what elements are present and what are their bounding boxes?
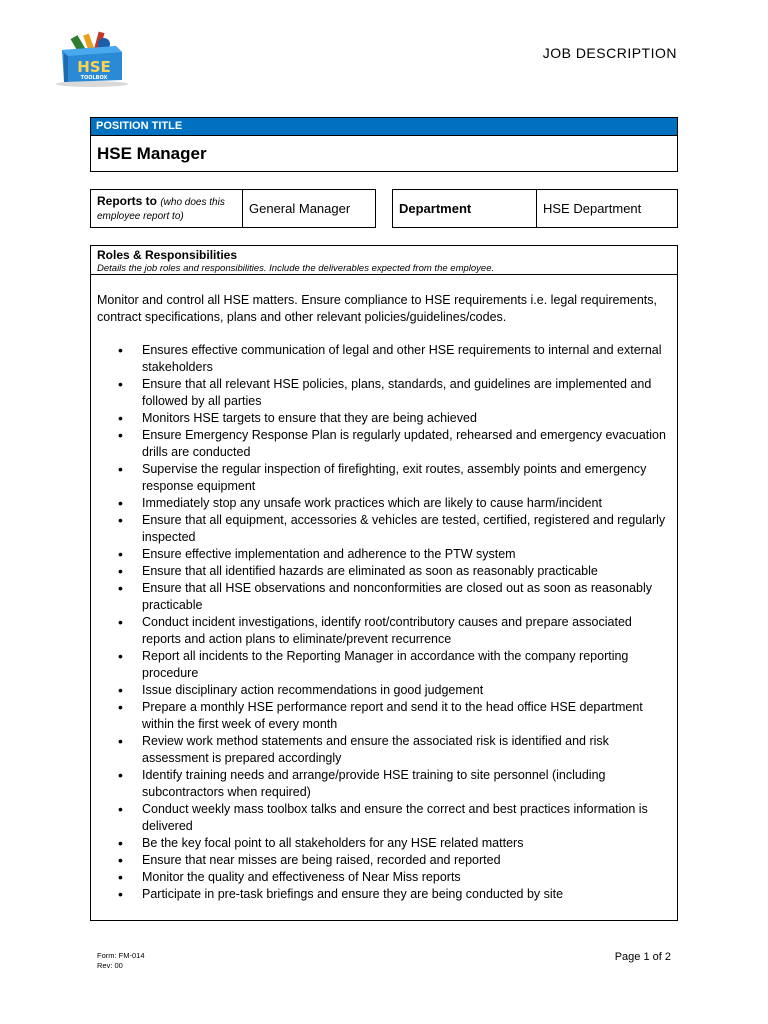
list-item: • Ensure that near misses are being raised, recorded and reported bbox=[142, 852, 671, 869]
roles-body bbox=[91, 275, 677, 903]
list-item: • Immediately stop any unsafe work practices which are likely to cause harm/incident bbox=[142, 495, 671, 512]
roles-box bbox=[90, 245, 678, 921]
position-title-box bbox=[90, 117, 678, 172]
list-item: • Identify training needs and arrange/provide HSE training to site personnel (including subcontractors when required) bbox=[142, 767, 671, 801]
hse-toolbox-icon bbox=[52, 28, 132, 88]
reports-to-label-line bbox=[97, 194, 225, 210]
list-item: • Review work method statements and ensure the associated risk is identified and risk assessment is prepared accordingly bbox=[142, 733, 671, 767]
list-item: • Ensure that all relevant HSE policies, plans, standards, and guidelines are implemented and followed by all parties bbox=[142, 376, 671, 410]
list-item: • Report all incidents to the Reporting Manager in accordance with the company reporting procedure bbox=[142, 648, 671, 682]
page-number: Page 1 of 2 bbox=[614, 951, 671, 963]
list-item: • Ensure that all equipment, accessories & vehicles are tested, certified, registered and regularly inspected bbox=[142, 512, 671, 546]
department-box bbox=[392, 189, 678, 228]
hse-toolbox-logo bbox=[52, 28, 132, 88]
list-item: • Supervise the regular inspection of firefighting, exit routes, assembly points and emergency response equipment bbox=[142, 461, 671, 495]
roles-title: Roles & Responsibilities bbox=[97, 248, 238, 262]
list-item: • Monitors HSE targets to ensure that they are being achieved bbox=[142, 410, 671, 427]
document-type-label: JOB DESCRIPTION bbox=[542, 45, 677, 61]
list-item: • Conduct weekly mass toolbox talks and ensure the correct and best practices information is delivered bbox=[142, 801, 671, 835]
reports-to-label-cell bbox=[91, 190, 243, 227]
form-revision: Rev: 00 bbox=[97, 961, 123, 970]
list-item: • Ensures effective communication of legal and other HSE requirements to internal and external stakeholders bbox=[142, 342, 671, 376]
position-title: HSE Manager bbox=[97, 144, 207, 163]
list-item: • Conduct incident investigations, identify root/contributory causes and prepare associated reports and action plans to eliminate/prevent recurrence bbox=[142, 614, 671, 648]
list-item: • Ensure Emergency Response Plan is regularly updated, rehearsed and emergency evacuation drills are conducted bbox=[142, 427, 671, 461]
svg-text:TOOLBOX: TOOLBOX bbox=[80, 75, 108, 81]
list-item: • Be the key focal point to all stakeholders for any HSE related matters bbox=[142, 835, 671, 852]
form-info bbox=[97, 951, 145, 971]
list-item: • Ensure that all identified hazards are eliminated as soon as reasonably practicable bbox=[142, 563, 671, 580]
reports-to-label: Reports to bbox=[97, 193, 157, 208]
roles-description: Details the job roles and responsibilities. Include the deliverables expected from the employee. bbox=[97, 263, 495, 274]
list-item: • Prepare a monthly HSE performance report and send it to the head office HSE department within the first week of every month bbox=[142, 699, 671, 733]
department-label: Department bbox=[393, 190, 537, 227]
svg-text:HSE: HSE bbox=[77, 58, 111, 76]
list-item: • Ensure effective implementation and adherence to the PTW system bbox=[142, 546, 671, 563]
reports-to-hint-a: (who does this bbox=[160, 196, 225, 208]
department-value: HSE Department bbox=[543, 201, 642, 216]
reports-to-box bbox=[90, 189, 376, 228]
list-item: • Issue disciplinary action recommendations in good judgement bbox=[142, 682, 671, 699]
list-item: • Ensure that all HSE observations and nonconformities are closed out as soon as reasonably practicable bbox=[142, 580, 671, 614]
roles-header bbox=[91, 246, 677, 275]
reports-to-value: General Manager bbox=[249, 201, 351, 216]
roles-summary: Monitor and control all HSE matters. Ensure compliance to HSE requirements i.e. legal requirements, contract specifications, plans and other relevant policies/guidelines/codes. bbox=[97, 293, 657, 324]
list-item: • Monitor the quality and effectiveness of Near Miss reports bbox=[142, 869, 671, 886]
list-item: • Participate in pre-task briefings and ensure they are being conducted by site bbox=[142, 886, 671, 903]
responsibilities-list bbox=[97, 342, 671, 903]
position-title-header: POSITION TITLE bbox=[91, 118, 677, 136]
form-number: Form: FM-014 bbox=[97, 951, 145, 960]
reports-to-hint-b: employee report to) bbox=[97, 210, 184, 222]
